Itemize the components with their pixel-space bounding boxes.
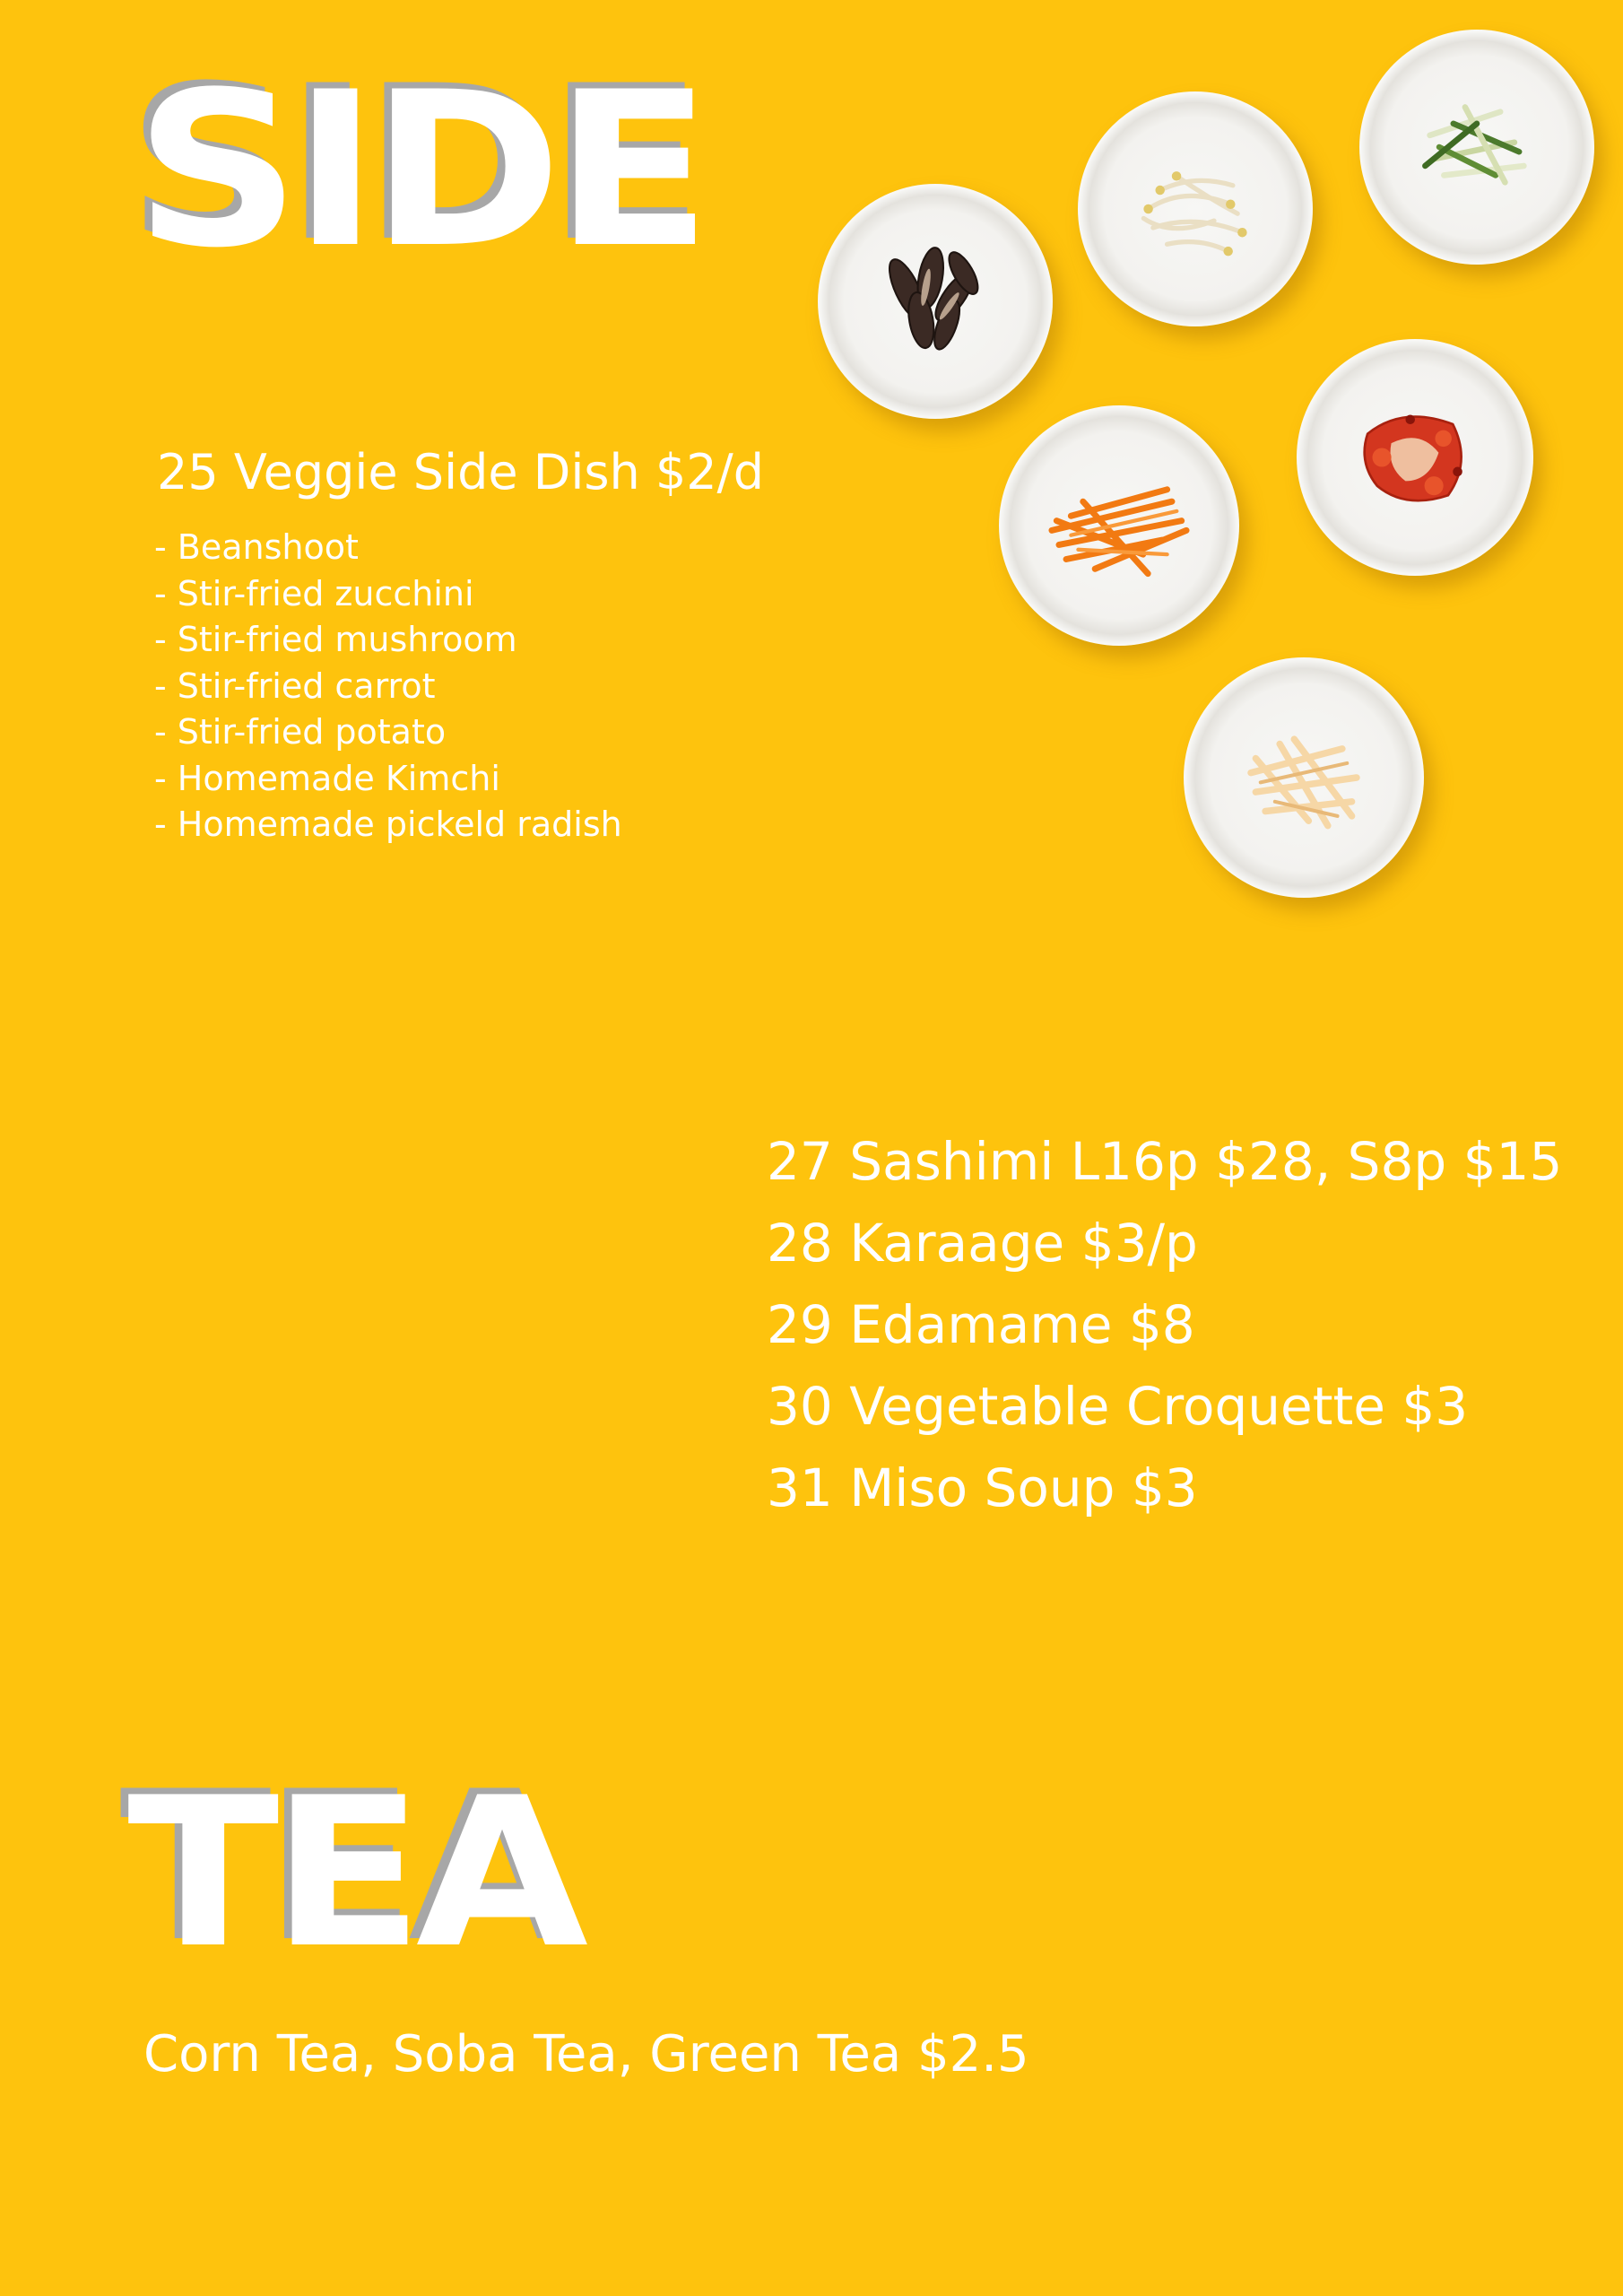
menu-item: 27 Sashimi L16p $28, S8p $15 (767, 1131, 1563, 1192)
veggie-side-dish-list (154, 525, 622, 848)
menu-item: 28 Karaage $3/p (767, 1213, 1198, 1274)
potato-dish-image (1184, 657, 1424, 898)
menu-item: 30 Vegetable Croquette $3 (767, 1376, 1469, 1437)
kimchi-dish-image (1297, 339, 1533, 576)
menu-item: 31 Miso Soup $3 (767, 1457, 1198, 1518)
zucchini-dish-image (1359, 30, 1594, 265)
menu-item: 29 Edamame $8 (767, 1294, 1195, 1355)
beanshoot-dish-image (1078, 91, 1313, 326)
list-item: - Homemade Kimchi (154, 758, 500, 798)
tea-heading: TEA (127, 1754, 581, 1994)
mushroom-dish-image (818, 184, 1053, 419)
list-item: - Stir-fried zucchini (154, 573, 474, 613)
veggie-side-dish-title: 25 Veggie Side Dish $2/d (157, 444, 765, 500)
list-item: - Beanshoot (154, 527, 359, 567)
list-item: - Homemade pickeld radish (154, 804, 622, 844)
tea-menu-line: Corn Tea, Soba Tea, Green Tea $2.5 (143, 2025, 1029, 2083)
list-item: - Stir-fried potato (154, 712, 447, 752)
side-menu-list (767, 1121, 1562, 1529)
carrot-dish-image (999, 405, 1239, 646)
list-item: - Stir-fried mushroom (154, 620, 517, 659)
list-item: - Stir-fried carrot (154, 665, 436, 706)
side-heading: SIDE (135, 47, 705, 295)
